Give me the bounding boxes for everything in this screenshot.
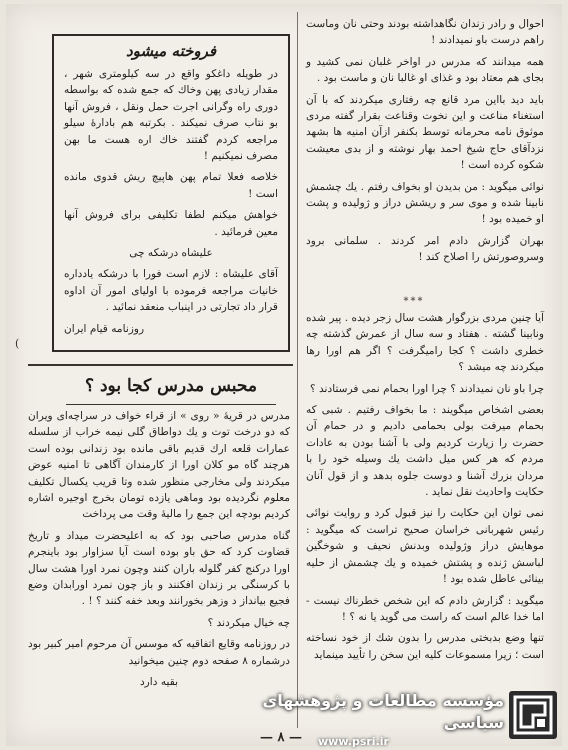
paragraph: نمی توان این حکایت را نیز قبول کرد و روایت نوائی رئیس شهربانی خراسان صحیح تراست که میگوید : موهایش دراز وژولیده وبدنش نحیف و شوخگین لباسش ژنده و پشتش خمیده و یك چشمش از حلیه بینائی عاطل شده بود !: [306, 507, 544, 586]
paragraph: نوائی میگوید : من بدیدن او بخواف رفتم . یك چشمش نابینا شده و موی سر و ریشش دراز و ژولیده و پشت او خمیده بود !: [306, 180, 544, 226]
watermark-org: مؤسسه مطالعات و پژوهشهای سیاسی: [262, 691, 504, 732]
source-credit: روزنامه قیام ایران: [64, 322, 145, 335]
section-separator: ***: [403, 296, 425, 307]
to-be-continued: بقیه دارد: [139, 676, 179, 689]
right-column-bottom: [306, 310, 544, 668]
boxed-notice: [52, 34, 290, 352]
paragraph: تنها وضع بدبختی مدرس را بدون شك از خود نساخته است ؛ زیرا مسموعات کلیه این سخن را تأیید مینماید: [306, 632, 544, 661]
paragraph: در طویله داغکو واقع در سه کیلومتری شهر ، مقدار زیادی پهن وخاك که جمع شده که بواسطه دوری راه وگرانی اجرت حمل ونقل ، فروش آنها بو نتاب صرف نمیکند . بکرتبه هم بادارهٔ سیلو مراجعه کردم گفتند خاك اره هست ما بهن مصرف نمیکنیم !: [64, 68, 278, 163]
right-column-top: [306, 16, 544, 271]
notice-body: [64, 66, 278, 337]
paragraph: آیا چنین مردی بزرگوار هشت سال زجر دیده . پیر شده ونابینا گشته . هفتاد و سه سال از عمرش گذشته چه خطری داشت ؟ کجا رامیگرفت ؟ اگر هم اورا رها میکردند چه میشد ؟: [306, 312, 544, 374]
notice-title: فروخته میشود: [125, 42, 217, 60]
institute-logo-icon: [508, 690, 558, 740]
paragraph: مدرس در قریهٔ « روی » از قراء خواف در سراچه‌ای ویران که دو درخت توت و یك دواطاق گلی نیمه خراب از سلسله عمارات قلعه ارك قدیم باقی مانده بود زندانی بوده است هرچند گاه مو کلان اورا از کارمندان آگاهی تا امنیه عوض میکردند ولی مخارجی منظور شده وتا قریب یکسال تکلیف معلوم نگردیده بود وماهی یازده تومان بخرج اوجیره اشاره کردیم بودچه این جمع را مالیهٔ وقت می پرداخت: [28, 410, 290, 521]
paragraph: در روزنامه وقایع اتفاقیه که موسس آن مرحوم امیر کبیر بود درشماره ۸ صفحه دوم چنین میخوانید: [28, 638, 290, 667]
watermark-url: www.psri.ir: [318, 735, 389, 748]
signature: علیشاه درشکه چی: [129, 247, 213, 260]
page-number: — ۸ —: [259, 730, 303, 745]
column-divider: [297, 12, 298, 728]
paragraph: احوال و رادر زندان نگاهداشته بودند وحتی نان وماست راهم درست باو نمیدادند !: [306, 18, 544, 47]
paragraph: بعضی اشخاص میگویند : ما بخواف رفتیم . شبی که بحمام میرفت بولی بحمامی دادیم و در حمام آن حضرت را زیارت کردیم ولی با آشنا بودن به عادات مردم که هر کس میل داشت یك وسیله خود را با مردان بزرك آشنا و دوست جلوه بدهد و از قول آنان حکایت واحادیث نقل نماید .: [306, 404, 544, 499]
paragraph: گناه مدرس صاحبی بود که به اعلیحضرت میداد و تاریخ قضاوت کرد که حق باو بوده است آیا سزاوار بود باینجرم اورا درکنج کفر گلوله باران کنند وچون نمرد اورا هشت سال با کرسنگی بر زندان افکنند و باز چون نمرد اورابدان وضع فجیع بیانداز د وزهر بخورانند وبعد خفه کنند ؟ ! .: [28, 529, 290, 608]
paragraph: همه میدانند که مدرس در اواخر غلبان نمی کشید و بجای هم معتاد بود و غذای او غالبا نان و ماست بود .: [306, 55, 544, 85]
article-headline: محبس مدرس کجا بود ؟: [66, 370, 276, 405]
paragraph: بهران گزارش دادم امر کردند . سلمانی برود وسروصورتش را اصلاح کند !: [306, 234, 544, 264]
paragraph: خواهش میکنم لطفا تکلیفی برای فروش آنها معین فرمائید .: [64, 209, 278, 238]
horizontal-rule: [28, 364, 293, 366]
paragraph: باید دید بااین مرد قانع چه رفتاری میکردند که با آن استغناء مناعت و این نخوت وقناعت بقرار گفته مردی موثوق نامه محرمانه توسط بکنفر ازآن امنیه ها بشهد نزدآقای حاج شیخ احمد بهار نوشته و از بدی معیشت شکوه کرده است !: [306, 93, 544, 172]
paragraph: چه خیال میکردند ؟: [207, 616, 290, 629]
paragraph: چرا باو نان نمیدادند ؟ چرا اورا بحمام نمی فرستادند ؟: [310, 382, 544, 395]
paragraph: خلاصه فعلا تمام پهن هاپیچ ریش قدوی مانده است !: [64, 171, 278, 200]
institute-watermark: [248, 690, 504, 748]
paragraph: میگوید : گزارش دادم که این شخص خطرناك نیست - اما خدا عالم است که راست می گوید یا نه ؟ !: [306, 594, 544, 623]
left-column-article: [28, 408, 290, 696]
newspaper-page: [6, 4, 562, 746]
margin-mark: (: [15, 337, 20, 350]
paragraph: آقای علیشاه : لازم است فورا با درشکه یادداره خانیات مراجعه فرموده با اولیای امور آن اداوه قرار داد تجارتی در اینباب منعقد نمائید .: [64, 268, 278, 314]
